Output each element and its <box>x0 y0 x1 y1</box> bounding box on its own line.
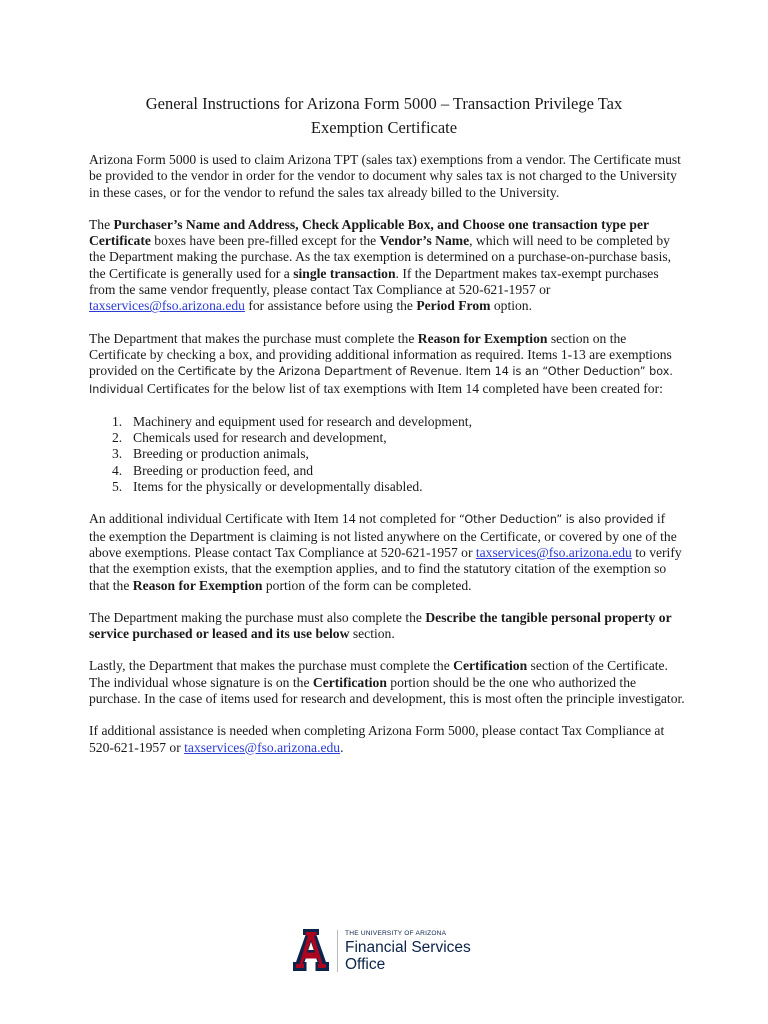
text-run-sans: Certificate by the Arizona Department of Revenue. Item 14 is an “Other Deduction” box. Individual <box>89 365 673 396</box>
text-run-sans: “Other Deduction” is also provided <box>458 513 654 527</box>
email-link[interactable]: taxservices@fso.arizona.edu <box>89 298 245 314</box>
paragraph-additional <box>89 511 685 593</box>
bold-run: Certification <box>453 658 528 674</box>
text-run: for assistance before using the <box>244 298 417 314</box>
list-text: Breeding or production feed, and <box>133 462 314 478</box>
bold-run: Describe the tangible personal property or service purchased or leased and its use below <box>89 609 672 642</box>
list-text: Breeding or production animals, <box>133 446 309 462</box>
list-item <box>89 463 685 479</box>
paragraph-reason <box>89 331 685 398</box>
text-run: . <box>340 739 344 755</box>
text-run: An additional individual Certificate with Item 14 not completed for <box>89 511 459 527</box>
office-name-line-1: Financial Services <box>345 939 471 956</box>
document-title <box>100 92 668 140</box>
text-run: portion should be the one who authorized the purchase. In the case of items used for research and development, this is most often the principle investigator. <box>89 674 685 707</box>
list-text: Items for the physically or developmentally disabled. <box>133 479 423 495</box>
title-line-1: General Instructions for Arizona Form 5000 – Transaction Privilege Tax <box>145 94 623 113</box>
list-item <box>89 446 685 462</box>
office-name <box>345 939 471 973</box>
bold-run: Vendor’s Name <box>379 233 470 249</box>
document-body <box>89 152 685 772</box>
list-text: Machinery and equipment used for research and development, <box>133 413 472 429</box>
paragraph-intro: Arizona Form 5000 is used to claim Arizona TPT (sales tax) exemptions from a vendor. The Certificate must be provided to the vendor in order for the vendor to document why sales tax is not charged to the University in these cases, or for the vendor to refund the sales tax already billed to the University. <box>89 152 681 200</box>
list-number: 4. <box>112 462 123 478</box>
logo-divider <box>337 930 338 972</box>
title-line-2: Exemption Certificate <box>310 118 458 137</box>
list-item <box>89 479 685 495</box>
list-number: 3. <box>112 446 123 462</box>
text-run: The Department that makes the purchase must complete the <box>89 330 418 346</box>
fso-logo <box>292 929 482 975</box>
text-run: The <box>89 216 114 232</box>
text-run: option. <box>490 298 533 314</box>
text-run: Lastly, the Department that makes the purchase must complete the <box>89 658 454 674</box>
text-run: section on the Certificate by checking a box, and providing additional information as required. Items 1-13 are exemptions provided on the <box>89 330 672 379</box>
bold-run: Reason for Exemption <box>132 577 263 593</box>
paragraph-describe <box>89 610 685 643</box>
text-run: section of the Certificate. The individual whose signature is on the <box>89 658 668 690</box>
text-run: if the exemption the Department is claiming is not listed anywhere on the Certificate, or covered by one of the above exemptions. Please contact Tax Compliance at 520-621-1957 or <box>89 511 677 560</box>
bold-run: Certification <box>312 674 387 690</box>
text-run: boxes have been pre-filled except for the <box>150 233 380 249</box>
list-text: Chemicals used for research and development, <box>133 430 387 446</box>
university-name: THE UNIVERSITY OF ARIZONA <box>345 930 447 937</box>
arizona-a-logo-icon <box>292 929 330 971</box>
paragraph-contact <box>89 723 685 756</box>
paragraph-prefilled <box>89 217 685 315</box>
text-run: , which will need to be completed by the Department making the purchase. As the tax exemption is determined on a purchase-on-purchase basis, the Certificate is generally used for a <box>89 233 672 281</box>
email-link[interactable]: taxservices@fso.arizona.edu <box>184 739 341 755</box>
text-run: The Department making the purchase must also complete the <box>89 609 426 625</box>
list-item <box>89 414 685 430</box>
list-item <box>89 430 685 446</box>
list-number: 1. <box>112 413 123 429</box>
email-link[interactable]: taxservices@fso.arizona.edu <box>475 544 632 560</box>
text-run: . If the Department makes tax-exempt purchases from the same vendor frequently, please contact Tax Compliance at 520-621-1957 or <box>89 265 659 298</box>
text-run: Certificates for the below list of tax exemptions with Item 14 completed have been created for: <box>143 380 663 396</box>
text-run: If additional assistance is needed when completing Arizona Form 5000, please contact Tax Compliance at 520-621-1957 or <box>89 723 665 755</box>
office-name-line-2: Office <box>345 956 386 973</box>
exemption-list <box>89 414 685 495</box>
bold-run: single transaction <box>293 265 396 281</box>
list-number: 5. <box>112 479 123 495</box>
list-number: 2. <box>112 430 123 446</box>
bold-run: Reason for Exemption <box>417 330 548 346</box>
text-run: section. <box>349 626 395 642</box>
bold-run: Period From <box>416 298 491 314</box>
bold-run: Purchaser’s Name and Address, Check Applicable Box, and Choose one transaction type per Certificate <box>89 216 649 249</box>
paragraph-certification <box>89 658 685 707</box>
text-run: portion of the form can be completed. <box>262 577 472 593</box>
text-run: to verify that the exemption exists, that the exemption applies, and to find the statutory citation of the exemption so that the <box>89 544 682 593</box>
